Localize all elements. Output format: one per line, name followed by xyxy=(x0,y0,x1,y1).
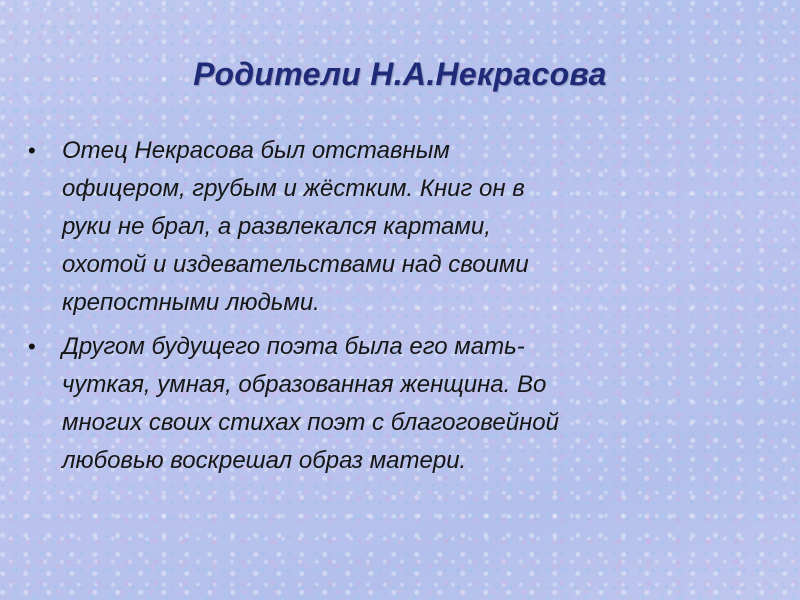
bullet-item-father xyxy=(28,132,728,322)
bullet-line: Отец Некрасова был отставным xyxy=(62,137,450,164)
slide-title: Родители Н.А.Некрасова xyxy=(193,56,607,92)
bullet-line: многих своих стихах поэт с благоговейной xyxy=(62,409,560,436)
bullet-line: чуткая, умная, образованная женщина. Во xyxy=(62,371,547,398)
bullet-line: крепостными людьми. xyxy=(62,289,320,316)
bullet-item-mother xyxy=(28,328,728,480)
bullet-line: офицером, грубым и жёстким. Книг он в xyxy=(62,175,525,202)
bullet-line: охотой и издевательствами над своими xyxy=(62,251,529,278)
bullet-dot-icon: • xyxy=(28,138,36,163)
bullet-line: любовью воскрешал образ матери. xyxy=(62,447,467,474)
bullet-line: Другом будущего поэта была его мать- xyxy=(62,333,525,360)
bullet-line: руки не брал, а развлекался картами, xyxy=(62,213,491,240)
bullet-list xyxy=(28,132,728,486)
bullet-dot-icon: • xyxy=(28,334,36,359)
